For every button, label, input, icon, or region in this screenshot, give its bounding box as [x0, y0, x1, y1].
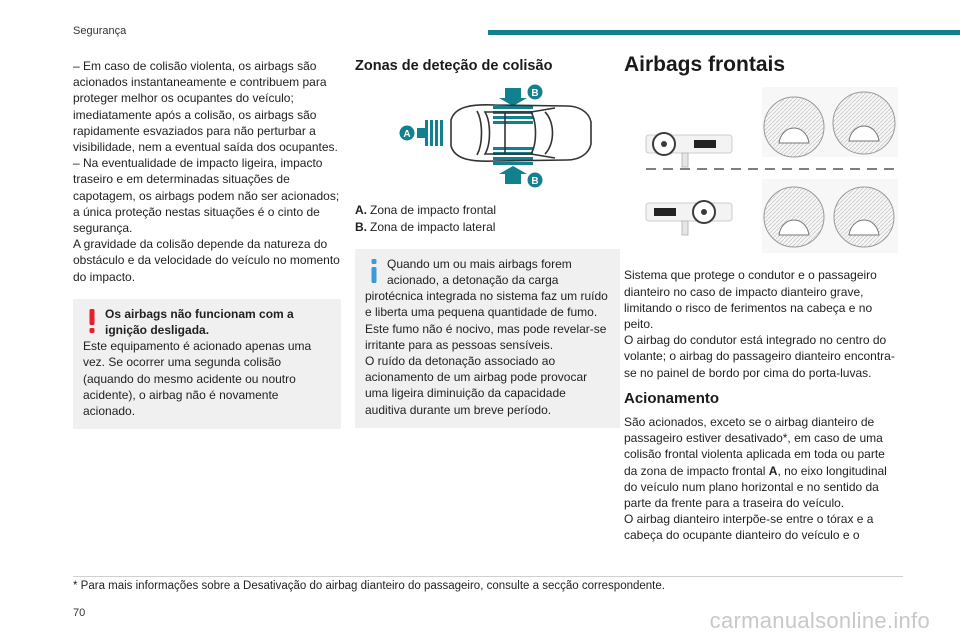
warning-body: Este equipamento é acionado apenas uma vez. Se ocorrer uma segunda colisão (aquando do mesmo acidente ou noutro acidente), o airbag não é novamente acionado.: [83, 339, 312, 419]
paragraph: – Na eventualidade de impacto ligeira, impacto traseiro e em determinadas situações de capotagem, os airbags podem não ser acionados; a única proteção nestas situações é o cinto de segurança.: [73, 156, 340, 236]
deployed-airbags-top: [762, 87, 898, 157]
text-run: , no eixo longitudinal do veículo num plano horizontal e no sentido da parte da frente para a traseira do veículo.: [624, 463, 887, 511]
paragraph: – Em caso de colisão violenta, os airbags são acionados instantaneamente e contribuem para proteger melhor os ocupantes do veículo; imediatamente após a colisão, os airbags são rapidamente esvaziados para não perturbar a visibilidade, nem a eventual saída dos ocupantes.: [73, 59, 338, 155]
footnote-divider: [73, 576, 903, 577]
warning-title: Os airbags não funcionam com a ignição desligada.: [105, 306, 294, 338]
car-detection-zones-diagram: [355, 84, 620, 188]
frontal-airbags-illustration: [624, 83, 900, 257]
subheading: Acionamento: [624, 389, 720, 407]
info-text: O ruído da detonação associado ao acionamento de um airbag pode provocar uma ligeira diminuição da capacidade auditiva durante um breve período.: [365, 354, 588, 417]
info-text: Quando um ou mais airbags forem acionado, a detonação da carga: [387, 256, 572, 288]
column-right: [624, 53, 900, 544]
zone-reference: A: [768, 463, 778, 478]
deployed-airbags-bottom: [762, 179, 898, 253]
warning-box: [73, 299, 341, 429]
legend-item: [355, 219, 620, 235]
column-left: [73, 58, 341, 429]
diagram-legend: [355, 202, 620, 234]
info-text: pirotécnica integrada no sistema faz um ruído e liberta uma pequena quantidade de fumo.: [365, 289, 608, 320]
info-text: Este fumo não é nocivo, mas pode revelar-se irritante para as pessoas sensíveis.: [365, 321, 607, 352]
paragraph: A gravidade da colisão depende da natureza do obstáculo e da velocidade do veículo no momento do impacto.: [73, 237, 340, 284]
warning-exclamation-icon: [88, 309, 96, 333]
section-title: Segurança: [73, 25, 127, 37]
zone-b-bottom-label: B: [531, 176, 539, 188]
info-box: [355, 249, 620, 428]
legend-item: [355, 202, 620, 218]
header-accent-bar: [488, 30, 960, 35]
info-icon: [370, 259, 378, 283]
paragraph: O airbag dianteiro interpõe-se entre o tórax e a cabeça do ocupante dianteiro do veículo e o: [624, 512, 874, 543]
legend-text: Zona de impacto frontal: [370, 203, 497, 218]
text-run: São acionados, exceto se o airbag dianteiro de passageiro estiver desativado*, em caso de uma colisão frontal violenta aplicada em toda ou parte da zona de impacto frontal: [624, 415, 885, 478]
paragraph: [624, 414, 900, 511]
paragraph: O airbag do condutor está integrado no centro do volante; o airbag do passageiro dianteiro encontra-se no painel de bordo por cima do porta-luvas.: [624, 333, 895, 380]
column-middle: [355, 58, 620, 428]
dashboard-rhd: [646, 201, 732, 235]
paragraph: Sistema que protege o condutor e o passageiro dianteiro no caso de impacto dianteiro grave, limitando o risco de ferimentos na cabeça e no peito.: [624, 268, 877, 332]
legend-text: Zona de impacto lateral: [370, 219, 496, 234]
zone-a-label: A: [403, 129, 411, 141]
main-heading: Airbags frontais: [624, 53, 786, 76]
legend-key: B.: [355, 219, 367, 234]
section-heading: Zonas de deteção de colisão: [355, 58, 553, 74]
watermark: carmanualsonline.info: [709, 608, 930, 633]
dashboard-lhd: [646, 133, 732, 167]
page-number: 70: [73, 607, 86, 619]
legend-key: A.: [355, 203, 367, 218]
zone-b-top-label: B: [531, 88, 539, 100]
footnote: * Para mais informações sobre a Desativação do airbag dianteiro do passageiro, consulte a secção correspondente.: [73, 580, 665, 592]
